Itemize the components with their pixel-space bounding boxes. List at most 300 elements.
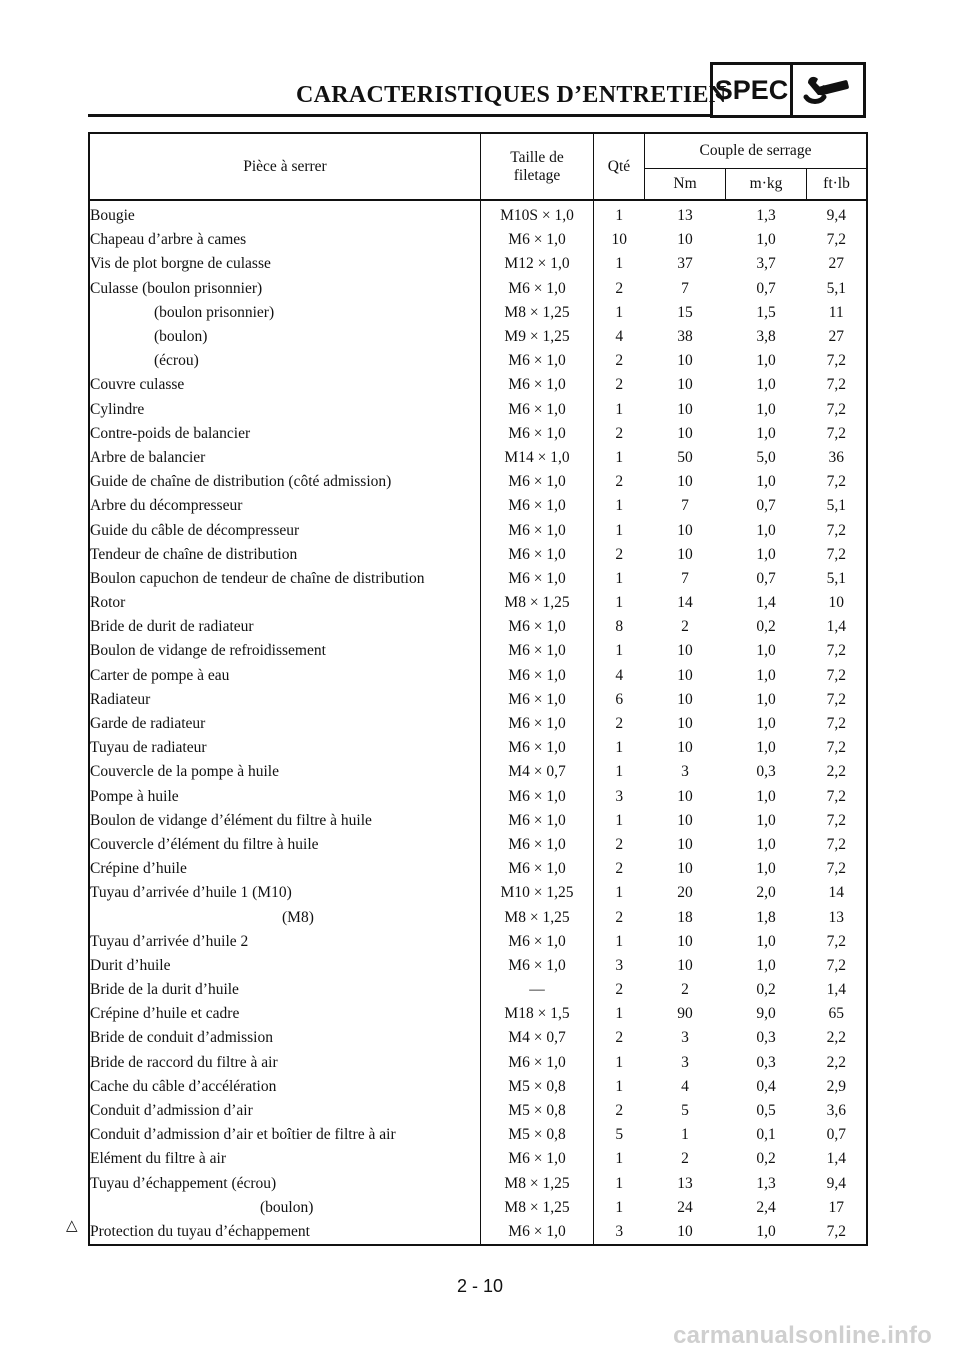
cell-torque-ftlb: 7,2 (826, 545, 846, 563)
cell-torque-mkg: 1,5 (756, 303, 776, 321)
cell-torque-ftlb: 7,2 (826, 376, 846, 394)
cell-torque-ftlb: 7,2 (826, 642, 846, 660)
table-row (89, 688, 867, 712)
cell-torque-mkg: 1,0 (756, 956, 776, 974)
cell-torque-nm: 10 (677, 231, 693, 249)
cell-torque-ftlb: 9,4 (826, 207, 846, 225)
cell-part-name: Cache du câble d’accélération (89, 1075, 481, 1099)
cell-torque-ftlb: 1,4 (826, 1150, 846, 1168)
cell-torque-ftlb: 14 (828, 884, 844, 902)
cell-thread-size: M6 × 1,0 (481, 373, 594, 397)
page-number: 2 - 10 (456, 1276, 504, 1296)
cell-part-name: Crépine d’huile et cadre (89, 1002, 481, 1026)
page-title: CARACTERISTIQUES D’ENTRETIEN (296, 82, 727, 108)
cell-torque-nm: 10 (677, 400, 693, 418)
cell-part-name: (boulon) (89, 1196, 481, 1220)
cell-quantity: 4 (615, 328, 624, 346)
cell-quantity: 1 (615, 932, 624, 950)
cell-quantity: 2 (615, 1029, 624, 1047)
cell-quantity: 3 (615, 956, 624, 974)
cell-torque-nm: 10 (677, 932, 693, 950)
cell-torque-mkg: 0,3 (756, 1053, 776, 1071)
table-row (89, 325, 867, 349)
cell-torque-nm: 18 (677, 908, 693, 926)
table-row (89, 591, 867, 615)
cell-thread-size: M6 × 1,0 (481, 1147, 594, 1171)
cell-part-name: Couvercle d’élément du filtre à huile (89, 833, 481, 857)
cell-torque-ftlb: 5,1 (826, 497, 846, 515)
cell-torque-mkg: 0,2 (756, 981, 776, 999)
table-row (89, 1051, 867, 1075)
table-row (89, 833, 867, 857)
cell-torque-ftlb: 7,2 (826, 521, 846, 539)
cell-torque-ftlb: 36 (828, 448, 844, 466)
cell-thread-size: M6 × 1,0 (481, 543, 594, 567)
cell-part-name: Protection du tuyau d’échappement (89, 1220, 481, 1245)
cell-part-name: Conduit d’admission d’air (89, 1099, 481, 1123)
table-row (89, 1002, 867, 1026)
cell-torque-nm: 10 (677, 835, 693, 853)
cell-torque-nm: 15 (677, 303, 693, 321)
cell-thread-size: M10 × 1,25 (481, 881, 594, 905)
cell-part-name: Pompe à huile (89, 785, 481, 809)
cell-torque-ftlb: 27 (828, 255, 844, 273)
cell-torque-nm: 7 (681, 569, 689, 587)
cell-thread-size: M6 × 1,0 (481, 567, 594, 591)
cell-torque-mkg: 3,8 (756, 328, 776, 346)
cell-quantity: 2 (615, 473, 624, 491)
cell-torque-nm: 10 (677, 473, 693, 491)
cell-thread-size: M6 × 1,0 (481, 494, 594, 518)
cell-thread-size: M6 × 1,0 (481, 833, 594, 857)
cell-part-name: Tuyau de radiateur (89, 736, 481, 760)
cell-torque-ftlb: 0,7 (826, 1126, 846, 1144)
cell-quantity: 2 (615, 908, 624, 926)
cell-part-name: Guide du câble de décompresseur (89, 518, 481, 542)
cell-torque-nm: 90 (677, 1005, 693, 1023)
cell-quantity: 1 (615, 255, 624, 273)
cell-torque-mkg: 1,3 (756, 207, 776, 225)
cell-part-name: Rotor (89, 591, 481, 615)
table-row (89, 567, 867, 591)
cell-quantity: 2 (615, 424, 624, 442)
cell-thread-size: M14 × 1,0 (481, 446, 594, 470)
cell-thread-size: M6 × 1,0 (481, 736, 594, 760)
cell-torque-nm: 50 (677, 448, 693, 466)
cell-torque-nm: 13 (677, 1174, 693, 1192)
cell-torque-nm: 37 (677, 255, 693, 273)
cell-torque-nm: 38 (677, 328, 693, 346)
table-row (89, 1026, 867, 1050)
cell-quantity: 1 (615, 739, 624, 757)
cell-part-name: Bride de durit de radiateur (89, 615, 481, 639)
cell-thread-size: M6 × 1,0 (481, 664, 594, 688)
cell-thread-size: M10S × 1,0 (481, 200, 594, 228)
table-row (89, 1220, 867, 1245)
table-row (89, 930, 867, 954)
cell-torque-mkg: 2,4 (756, 1198, 776, 1216)
cell-torque-mkg: 1,0 (756, 231, 776, 249)
cell-quantity: 2 (615, 860, 624, 878)
table-row (89, 785, 867, 809)
table-row (89, 1099, 867, 1123)
cell-torque-mkg: 0,2 (756, 1150, 776, 1168)
cell-torque-mkg: 1,0 (756, 715, 776, 733)
cell-part-name: Bride de raccord du filtre à air (89, 1051, 481, 1075)
cell-quantity: 3 (615, 1222, 624, 1240)
cell-torque-mkg: 1,0 (756, 1222, 776, 1240)
table-row (89, 1147, 867, 1171)
table-row (89, 978, 867, 1002)
cell-torque-mkg: 1,8 (756, 908, 776, 926)
cell-part-name: Boulon de vidange d’élément du filtre à huile (89, 809, 481, 833)
cell-torque-ftlb: 7,2 (826, 690, 846, 708)
table-row (89, 470, 867, 494)
spec-label: SPEC (713, 65, 793, 115)
cell-torque-mkg: 1,0 (756, 473, 776, 491)
cell-torque-ftlb: 7,2 (826, 811, 846, 829)
cell-thread-size: M6 × 1,0 (481, 470, 594, 494)
cell-torque-ftlb: 7,2 (826, 739, 846, 757)
table-header-row (89, 133, 867, 169)
cell-torque-mkg: 0,7 (756, 569, 776, 587)
cell-torque-nm: 24 (677, 1198, 693, 1216)
cell-torque-mkg: 0,3 (756, 763, 776, 781)
cell-quantity: 1 (615, 1150, 624, 1168)
table-row (89, 881, 867, 905)
cell-thread-size: M8 × 1,25 (481, 301, 594, 325)
cell-part-name: Contre-poids de balancier (89, 422, 481, 446)
cell-part-name: Tuyau d’arrivée d’huile 1 (M10) (89, 881, 481, 905)
table-row (89, 494, 867, 518)
cell-part-name: Crépine d’huile (89, 857, 481, 881)
table-row (89, 736, 867, 760)
cell-quantity: 8 (615, 618, 624, 636)
table-row (89, 373, 867, 397)
cell-part-name: (boulon prisonnier) (89, 301, 481, 325)
cell-torque-nm: 1 (681, 1126, 689, 1144)
cell-thread-size: M9 × 1,25 (481, 325, 594, 349)
cell-torque-nm: 13 (677, 207, 693, 225)
cell-torque-nm: 10 (677, 666, 693, 684)
cell-torque-ftlb: 5,1 (826, 279, 846, 297)
cell-torque-mkg: 1,0 (756, 690, 776, 708)
cell-torque-nm: 7 (681, 279, 689, 297)
cell-torque-mkg: 1,0 (756, 739, 776, 757)
cell-thread-size: M6 × 1,0 (481, 688, 594, 712)
table-row (89, 905, 867, 929)
table-row (89, 200, 867, 228)
table-row (89, 1172, 867, 1196)
cell-part-name: Garde de radiateur (89, 712, 481, 736)
cell-thread-size: M12 × 1,0 (481, 252, 594, 276)
cell-quantity: 1 (615, 521, 624, 539)
cell-thread-size: — (481, 978, 594, 1002)
cell-torque-ftlb: 7,2 (826, 400, 846, 418)
table-row (89, 809, 867, 833)
cell-torque-mkg: 1,0 (756, 787, 776, 805)
cell-torque-mkg: 5,0 (756, 448, 776, 466)
cell-thread-size: M6 × 1,0 (481, 1220, 594, 1245)
cell-part-name: Cylindre (89, 398, 481, 422)
cell-torque-mkg: 1,0 (756, 860, 776, 878)
cell-thread-size: M6 × 1,0 (481, 639, 594, 663)
cell-part-name: Radiateur (89, 688, 481, 712)
cell-thread-size: M4 × 0,7 (481, 1026, 594, 1050)
cell-torque-nm: 3 (681, 1029, 689, 1047)
table-row (89, 1123, 867, 1147)
cell-quantity: 2 (615, 352, 624, 370)
cell-torque-nm: 3 (681, 763, 689, 781)
wrench-icon (793, 65, 863, 115)
cell-torque-nm: 10 (677, 1222, 693, 1240)
cell-thread-size: M6 × 1,0 (481, 422, 594, 446)
cell-thread-size: M5 × 0,8 (481, 1075, 594, 1099)
cell-torque-mkg: 0,7 (756, 279, 776, 297)
table-row (89, 518, 867, 542)
cell-quantity: 1 (615, 763, 624, 781)
cell-torque-nm: 10 (677, 376, 693, 394)
cell-torque-ftlb: 3,6 (826, 1102, 846, 1120)
spec-badge (710, 62, 866, 118)
watermark: carmanualsonline.info (673, 1322, 932, 1349)
col-header-qty: Qté (594, 133, 645, 200)
cell-torque-mkg: 2,0 (756, 884, 776, 902)
col-header-mkg: m·kg (726, 169, 807, 201)
triangle-mark-icon: △ (66, 1218, 78, 1234)
cell-part-name: (écrou) (89, 349, 481, 373)
cell-torque-mkg: 1,0 (756, 521, 776, 539)
cell-part-name: Elément du filtre à air (89, 1147, 481, 1171)
cell-torque-nm: 10 (677, 690, 693, 708)
cell-torque-ftlb: 2,2 (826, 763, 846, 781)
cell-torque-ftlb: 9,4 (826, 1174, 846, 1192)
table-row (89, 301, 867, 325)
cell-part-name: (M8) (89, 905, 481, 929)
table-row (89, 543, 867, 567)
cell-torque-nm: 10 (677, 642, 693, 660)
cell-part-name: Bride de la durit d’huile (89, 978, 481, 1002)
cell-part-name: Boulon de vidange de refroidissement (89, 639, 481, 663)
col-header-torque: Couple de serrage (645, 133, 868, 169)
cell-quantity: 1 (615, 1077, 624, 1095)
cell-torque-ftlb: 1,4 (826, 981, 846, 999)
cell-torque-ftlb: 2,9 (826, 1077, 846, 1095)
cell-part-name: Guide de chaîne de distribution (côté admission) (89, 470, 481, 494)
cell-thread-size: M6 × 1,0 (481, 349, 594, 373)
table-row (89, 664, 867, 688)
cell-quantity: 3 (615, 787, 624, 805)
cell-torque-nm: 20 (677, 884, 693, 902)
cell-torque-nm: 2 (681, 981, 689, 999)
torque-table (88, 132, 868, 1246)
table-row (89, 398, 867, 422)
cell-torque-ftlb: 10 (828, 594, 844, 612)
cell-torque-mkg: 0,1 (756, 1126, 776, 1144)
table-row (89, 252, 867, 276)
cell-torque-nm: 10 (677, 956, 693, 974)
cell-thread-size: M5 × 0,8 (481, 1123, 594, 1147)
cell-quantity: 1 (615, 448, 624, 466)
cell-quantity: 2 (615, 1102, 624, 1120)
cell-part-name: Conduit d’admission d’air et boîtier de filtre à air (89, 1123, 481, 1147)
cell-torque-ftlb: 7,2 (826, 352, 846, 370)
cell-part-name: Tuyau d’échappement (écrou) (89, 1172, 481, 1196)
cell-torque-ftlb: 5,1 (826, 569, 846, 587)
cell-thread-size: M6 × 1,0 (481, 809, 594, 833)
cell-torque-ftlb: 7,2 (826, 666, 846, 684)
table-row (89, 760, 867, 784)
cell-thread-size: M6 × 1,0 (481, 954, 594, 978)
cell-part-name: Arbre de balancier (89, 446, 481, 470)
cell-part-name: Bougie (89, 200, 481, 228)
cell-quantity: 1 (615, 569, 624, 587)
cell-quantity: 5 (615, 1126, 624, 1144)
cell-torque-nm: 10 (677, 545, 693, 563)
cell-quantity: 1 (615, 594, 624, 612)
col-header-ftlb: ft·lb (807, 169, 868, 201)
cell-torque-ftlb: 7,2 (826, 231, 846, 249)
cell-part-name: Chapeau d’arbre à cames (89, 228, 481, 252)
cell-thread-size: M8 × 1,25 (481, 591, 594, 615)
cell-thread-size: M6 × 1,0 (481, 712, 594, 736)
cell-quantity: 1 (615, 811, 624, 829)
table-row (89, 857, 867, 881)
cell-part-name: Tendeur de chaîne de distribution (89, 543, 481, 567)
cell-quantity: 1 (615, 1198, 624, 1216)
table-row (89, 615, 867, 639)
col-header-thread-line2: filetage (513, 166, 561, 184)
cell-thread-size: M6 × 1,0 (481, 518, 594, 542)
col-header-nm: Nm (645, 169, 726, 201)
cell-quantity: 10 (611, 231, 627, 249)
cell-quantity: 4 (615, 666, 624, 684)
cell-thread-size: M6 × 1,0 (481, 398, 594, 422)
cell-part-name: Durit d’huile (89, 954, 481, 978)
cell-thread-size: M8 × 1,25 (481, 1172, 594, 1196)
cell-quantity: 2 (615, 715, 624, 733)
cell-torque-ftlb: 7,2 (826, 956, 846, 974)
cell-torque-mkg: 1,0 (756, 642, 776, 660)
cell-torque-mkg: 1,0 (756, 424, 776, 442)
cell-part-name: Arbre du décompresseur (89, 494, 481, 518)
cell-torque-nm: 10 (677, 521, 693, 539)
cell-part-name: Couvercle de la pompe à huile (89, 760, 481, 784)
cell-quantity: 1 (615, 497, 624, 515)
table-row (89, 639, 867, 663)
cell-quantity: 1 (615, 1053, 624, 1071)
table-row (89, 228, 867, 252)
cell-torque-ftlb: 17 (828, 1198, 844, 1216)
cell-quantity: 2 (615, 279, 624, 297)
cell-torque-mkg: 3,7 (756, 255, 776, 273)
cell-quantity: 1 (615, 884, 624, 902)
cell-torque-mkg: 0,7 (756, 497, 776, 515)
table-row (89, 349, 867, 373)
cell-torque-ftlb: 7,2 (826, 424, 846, 442)
cell-torque-mkg: 0,5 (756, 1102, 776, 1120)
table-row (89, 422, 867, 446)
cell-part-name: Tuyau d’arrivée d’huile 2 (89, 930, 481, 954)
cell-torque-nm: 10 (677, 424, 693, 442)
cell-thread-size: M6 × 1,0 (481, 857, 594, 881)
cell-thread-size: M6 × 1,0 (481, 1051, 594, 1075)
cell-torque-nm: 10 (677, 787, 693, 805)
cell-quantity: 2 (615, 545, 624, 563)
cell-torque-nm: 5 (681, 1102, 689, 1120)
cell-torque-ftlb: 7,2 (826, 860, 846, 878)
cell-torque-mkg: 1,0 (756, 811, 776, 829)
cell-torque-nm: 10 (677, 739, 693, 757)
col-header-thread (481, 133, 594, 200)
cell-torque-mkg: 9,0 (756, 1005, 776, 1023)
cell-torque-ftlb: 7,2 (826, 835, 846, 853)
cell-torque-ftlb: 7,2 (826, 787, 846, 805)
cell-torque-nm: 7 (681, 497, 689, 515)
cell-part-name: Carter de pompe à eau (89, 664, 481, 688)
cell-torque-mkg: 1,0 (756, 400, 776, 418)
cell-torque-ftlb: 11 (828, 303, 844, 321)
cell-quantity: 2 (615, 981, 624, 999)
cell-quantity: 1 (615, 207, 624, 225)
table-row (89, 1196, 867, 1220)
cell-torque-nm: 10 (677, 811, 693, 829)
cell-torque-ftlb: 65 (828, 1005, 844, 1023)
cell-part-name: Culasse (boulon prisonnier) (89, 277, 481, 301)
cell-torque-mkg: 1,3 (756, 1174, 776, 1192)
cell-torque-mkg: 1,0 (756, 352, 776, 370)
cell-torque-ftlb: 2,2 (826, 1053, 846, 1071)
cell-torque-nm: 3 (681, 1053, 689, 1071)
cell-quantity: 1 (615, 303, 624, 321)
cell-torque-nm: 10 (677, 860, 693, 878)
cell-torque-nm: 14 (677, 594, 693, 612)
table-row (89, 446, 867, 470)
cell-quantity: 2 (615, 835, 624, 853)
cell-thread-size: M8 × 1,25 (481, 1196, 594, 1220)
cell-part-name: Couvre culasse (89, 373, 481, 397)
cell-thread-size: M4 × 0,7 (481, 760, 594, 784)
cell-quantity: 1 (615, 1174, 624, 1192)
cell-thread-size: M6 × 1,0 (481, 930, 594, 954)
cell-torque-nm: 10 (677, 352, 693, 370)
cell-torque-mkg: 1,0 (756, 932, 776, 950)
cell-quantity: 1 (615, 400, 624, 418)
cell-torque-mkg: 1,4 (756, 594, 776, 612)
cell-thread-size: M6 × 1,0 (481, 785, 594, 809)
cell-torque-ftlb: 7,2 (826, 473, 846, 491)
cell-torque-nm: 4 (681, 1077, 689, 1095)
cell-torque-mkg: 0,2 (756, 618, 776, 636)
cell-part-name: Boulon capuchon de tendeur de chaîne de distribution (89, 567, 481, 591)
cell-torque-mkg: 0,4 (756, 1077, 776, 1095)
cell-torque-mkg: 1,0 (756, 545, 776, 563)
cell-thread-size: M6 × 1,0 (481, 228, 594, 252)
cell-torque-nm: 10 (677, 715, 693, 733)
cell-torque-mkg: 0,3 (756, 1029, 776, 1047)
cell-torque-ftlb: 7,2 (826, 715, 846, 733)
table-row (89, 954, 867, 978)
cell-quantity: 6 (615, 690, 624, 708)
table-row (89, 712, 867, 736)
cell-torque-nm: 2 (681, 618, 689, 636)
cell-thread-size: M18 × 1,5 (481, 1002, 594, 1026)
table-row (89, 277, 867, 301)
cell-torque-ftlb: 13 (828, 908, 844, 926)
cell-part-name: Vis de plot borgne de culasse (89, 252, 481, 276)
cell-thread-size: M5 × 0,8 (481, 1099, 594, 1123)
cell-quantity: 1 (615, 1005, 624, 1023)
